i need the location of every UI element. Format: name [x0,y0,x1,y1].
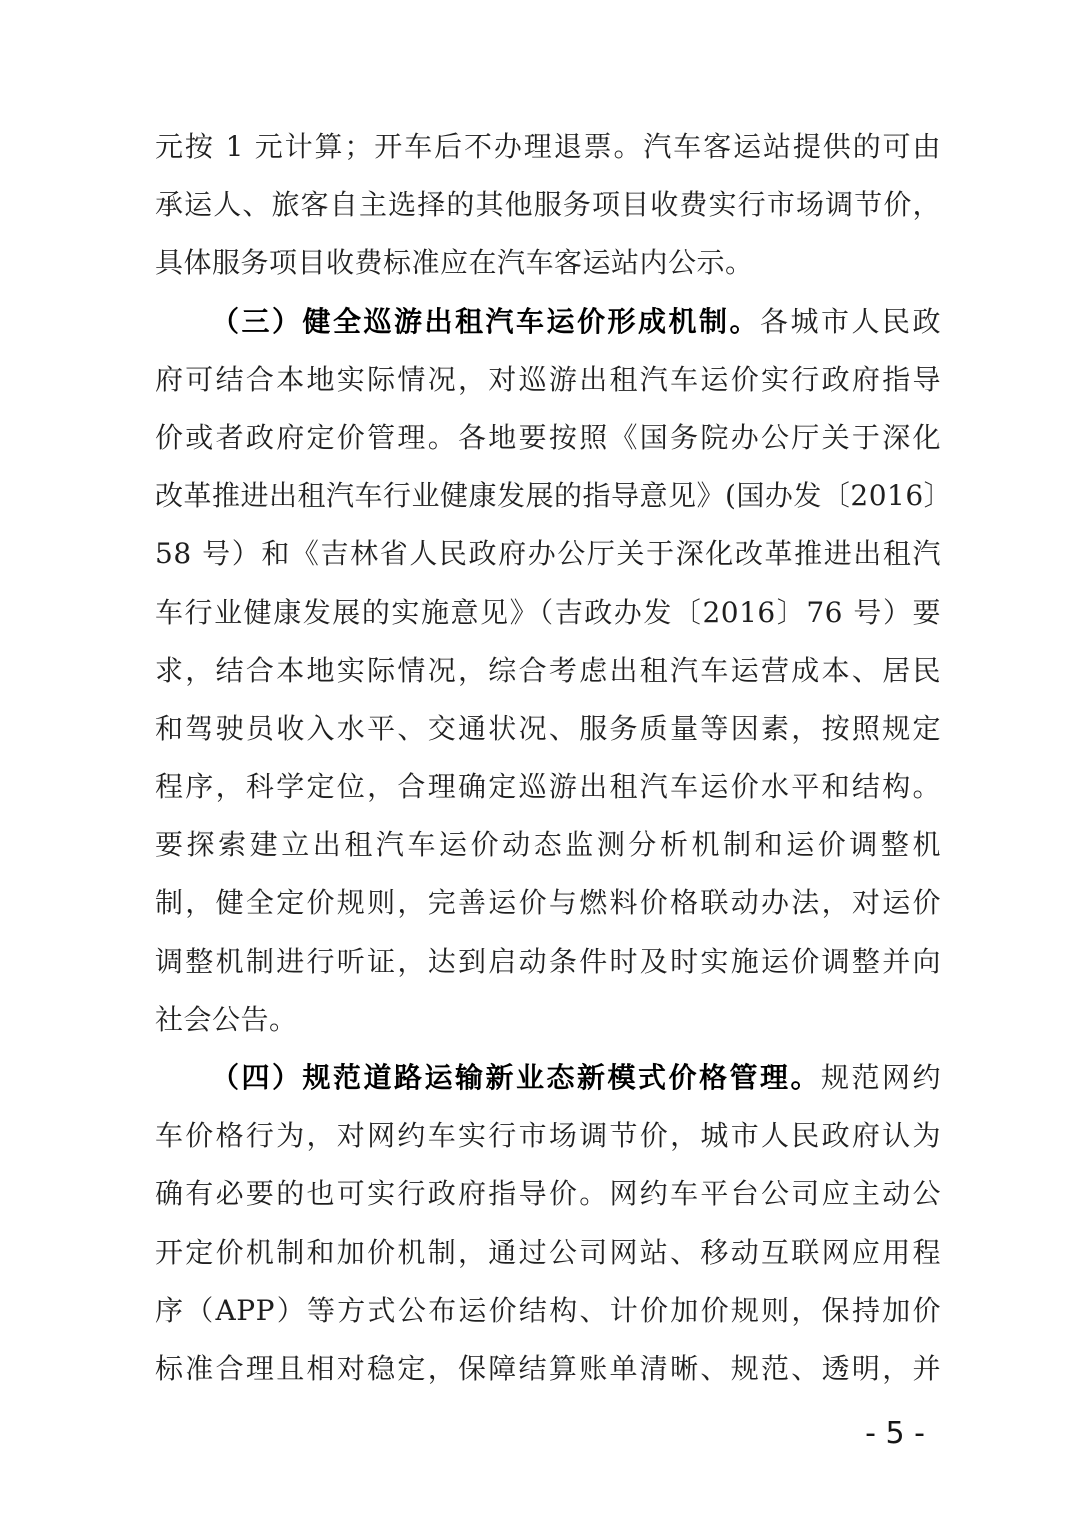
text-line [155,1340,941,1398]
line-text: 要探索建立出租汽车运价动态监测分析机制和运价调整机 [155,828,941,862]
line-text: 求，结合本地实际情况，综合考虑出租汽车运营成本、居民 [155,653,941,687]
line-text: 开定价机制和加价机制，通过公司网站、移动互联网应用程 [155,1235,941,1269]
line-text: 改革推进出租汽车行业健康发展的指导意见》(国办发〔2016〕 [155,479,953,513]
text-line [155,816,941,874]
section-heading-3: （三）健全巡游出租汽车运价形成机制。 [211,304,760,338]
document-text-block [155,118,953,1398]
text-line [155,1107,941,1165]
text-line [155,234,941,292]
line-text: 各城市人民政 [759,304,941,338]
line-text: 调整机制进行听证，达到启动条件时及时实施运价调整并向 [155,944,941,978]
text-line [155,584,941,642]
text-line [155,991,941,1049]
section-heading-4: （四）规范道路运输新业态新模式价格管理。 [211,1061,821,1094]
text-line [155,874,941,932]
page-number: - 5 - [865,1416,925,1451]
line-text: 58 号）和《吉林省人民政府办公厅关于深化改革推进出租汽 [155,537,941,571]
line-text: 规范网约 [820,1061,941,1094]
line-text: 程序，科学定位，合理确定巡游出租汽车运价水平和结构。 [155,770,941,804]
text-line [155,1282,941,1340]
text-line [155,525,941,583]
line-text: 和驾驶员收入水平、交通状况、服务质量等因素，按照规定 [155,711,941,745]
line-text: 府可结合本地实际情况，对巡游出租汽车运价实行政府指导 [155,362,941,396]
text-line [155,700,941,758]
line-text: 标准合理且相对稳定，保障结算账单清晰、规范、透明，并 [155,1351,941,1385]
text-line [155,1165,941,1223]
text-line [155,351,941,409]
text-line [155,1224,941,1282]
line-text: 社会公告。 [155,1002,298,1036]
text-line [155,176,941,234]
text-line [155,293,941,351]
line-text: 元按 1 元计算；开车后不办理退票。汽车客运站提供的可由 [155,130,941,163]
text-line [155,467,953,525]
line-text: 确有必要的也可实行政府指导价。网约车平台公司应主动公 [155,1177,941,1211]
text-line [155,642,941,700]
line-text: 具体服务项目收费标准应在汽车客运站内公示。 [155,246,754,280]
text-line [155,1049,941,1107]
line-text: 价或者政府定价管理。各地要按照《国务院办公厅关于深化 [155,420,941,454]
line-text: 车行业健康发展的实施意见》（吉政办发〔2016〕76 号）要 [155,595,941,629]
text-line [155,118,941,176]
line-text: 承运人、旅客自主选择的其他服务项目收费实行市场调节价， [155,188,941,222]
text-line [155,758,941,816]
line-text: 制，健全定价规则，完善运价与燃料价格联动办法，对运价 [155,886,941,920]
line-text: 车价格行为，对网约车实行市场调节价，城市人民政府认为 [155,1119,941,1153]
text-line [155,409,941,467]
text-line [155,933,941,991]
line-text: 序（APP）等方式公布运价结构、计价加价规则，保持加价 [155,1293,941,1327]
